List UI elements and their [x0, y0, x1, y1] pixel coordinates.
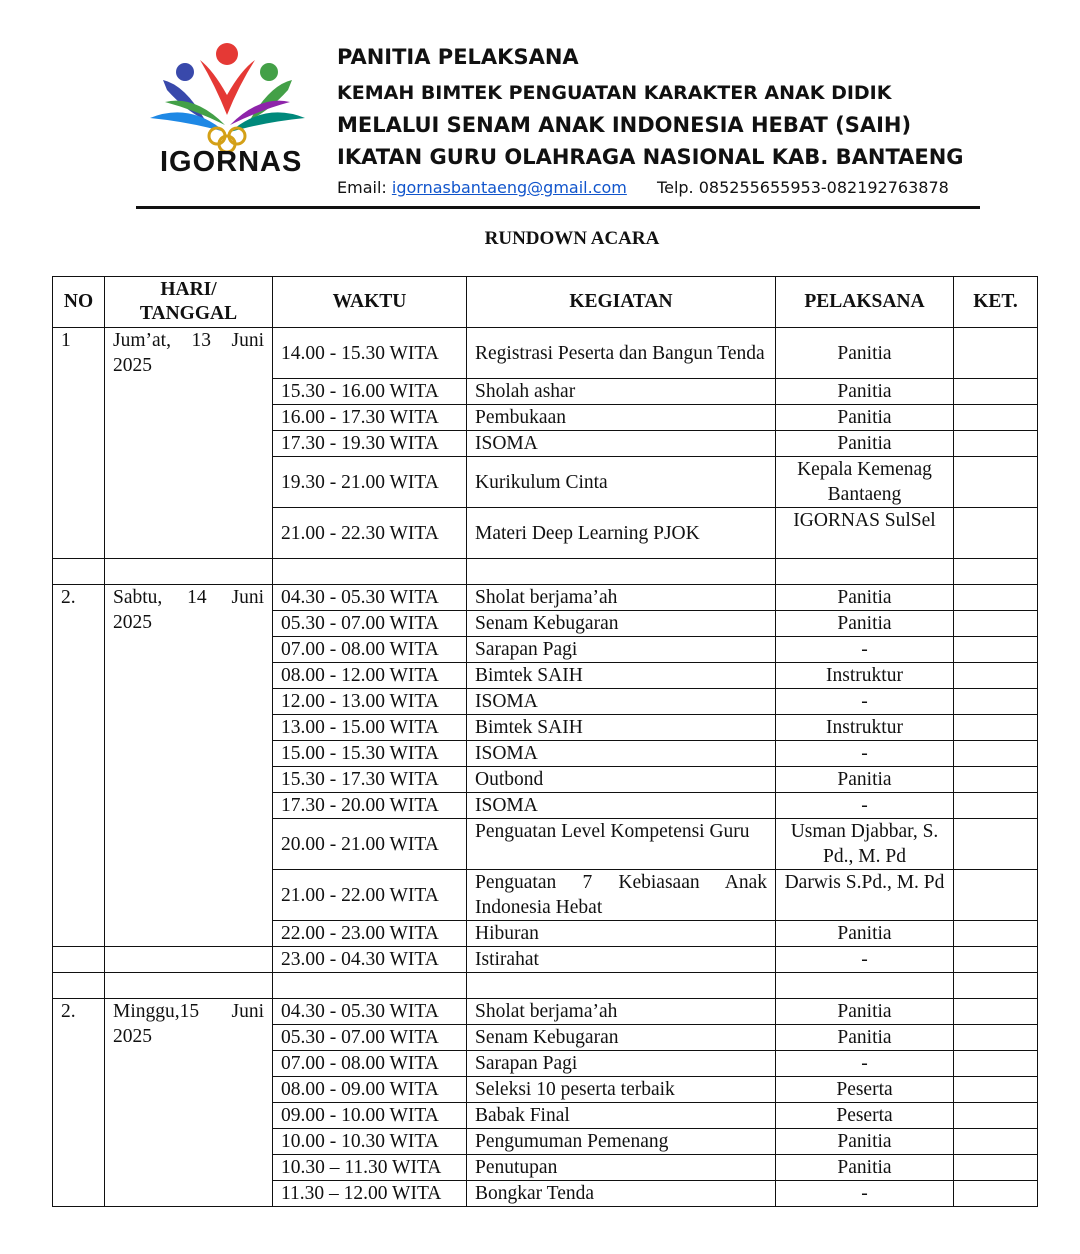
- notes-cell: [954, 689, 1038, 715]
- notes-cell: [954, 431, 1038, 457]
- letterhead-line-3: MELALUI SENAM ANAK INDONESIA HEBAT (SAIH): [337, 113, 912, 137]
- executor-cell: IGORNAS SulSel: [776, 508, 954, 559]
- table-row: [53, 999, 1038, 1025]
- activity-cell: Istirahat: [467, 947, 776, 973]
- executor-cell: Instruktur: [776, 715, 954, 741]
- time-cell: 10.00 - 10.30 WITA: [273, 1129, 467, 1155]
- time-cell: 07.00 - 08.00 WITA: [273, 1051, 467, 1077]
- executor-cell: Panitia: [776, 1155, 954, 1181]
- time-cell: 10.30 – 11.30 WITA: [273, 1155, 467, 1181]
- time-cell: 05.30 - 07.00 WITA: [273, 1025, 467, 1051]
- activity-cell: ISOMA: [467, 689, 776, 715]
- empty-cell: [273, 973, 467, 999]
- notes-cell: [954, 1077, 1038, 1103]
- executor-cell: Panitia: [776, 1129, 954, 1155]
- time-cell: 23.00 - 04.30 WITA: [273, 947, 467, 973]
- activity-cell: Kurikulum Cinta: [467, 457, 776, 508]
- col-header-activity: KEGIATAN: [467, 277, 776, 328]
- executor-cell: Panitia: [776, 585, 954, 611]
- notes-cell: [954, 508, 1038, 559]
- time-cell: 16.00 - 17.30 WITA: [273, 405, 467, 431]
- rundown-table: [52, 276, 1038, 1207]
- time-cell: 17.30 - 20.00 WITA: [273, 793, 467, 819]
- time-cell: 14.00 - 15.30 WITA: [273, 328, 467, 379]
- notes-cell: [954, 819, 1038, 870]
- executor-cell: Panitia: [776, 921, 954, 947]
- letterhead-line-1: PANITIA PELAKSANA: [337, 45, 579, 69]
- notes-cell: [954, 1155, 1038, 1181]
- table-header-row: [53, 277, 1038, 328]
- activity-cell: Seleksi 10 peserta terbaik: [467, 1077, 776, 1103]
- time-cell: 15.30 - 16.00 WITA: [273, 379, 467, 405]
- empty-cell: [467, 973, 776, 999]
- activity-cell: Sarapan Pagi: [467, 637, 776, 663]
- time-cell: 04.30 - 05.30 WITA: [273, 585, 467, 611]
- table-row: [53, 328, 1038, 379]
- col-header-executor: PELAKSANA: [776, 277, 954, 328]
- activity-cell: Registrasi Peserta dan Bangun Tenda: [467, 328, 776, 379]
- notes-cell: [954, 328, 1038, 379]
- empty-cell: [105, 947, 273, 973]
- notes-cell: [954, 405, 1038, 431]
- notes-cell: [954, 585, 1038, 611]
- spacer-row: [53, 559, 1038, 585]
- executor-cell: Peserta: [776, 1103, 954, 1129]
- executor-cell: -: [776, 793, 954, 819]
- executor-cell: Darwis S.Pd., M. Pd: [776, 870, 954, 921]
- time-cell: 08.00 - 09.00 WITA: [273, 1077, 467, 1103]
- executor-cell: Panitia: [776, 999, 954, 1025]
- activity-cell: Babak Final: [467, 1103, 776, 1129]
- empty-cell: [954, 559, 1038, 585]
- notes-cell: [954, 1025, 1038, 1051]
- col-header-notes: KET.: [954, 277, 1038, 328]
- activity-cell: Sholat berjama’ah: [467, 585, 776, 611]
- executor-cell: Panitia: [776, 379, 954, 405]
- time-cell: 08.00 - 12.00 WITA: [273, 663, 467, 689]
- notes-cell: [954, 637, 1038, 663]
- time-cell: 21.00 - 22.30 WITA: [273, 508, 467, 559]
- letterhead-line-4: IKATAN GURU OLAHRAGA NASIONAL KAB. BANTAENG: [337, 145, 964, 169]
- notes-cell: [954, 921, 1038, 947]
- email-link[interactable]: igornasbantaeng@gmail.com: [391, 178, 627, 197]
- time-cell: 11.30 – 12.00 WITA: [273, 1181, 467, 1207]
- notes-cell: [954, 1181, 1038, 1207]
- time-cell: 21.00 - 22.00 WITA: [273, 870, 467, 921]
- executor-cell: Instruktur: [776, 663, 954, 689]
- activity-cell: Materi Deep Learning PJOK: [467, 508, 776, 559]
- executor-cell: Usman Djabbar, S. Pd., M. Pd: [776, 819, 954, 870]
- notes-cell: [954, 767, 1038, 793]
- activity-cell: Penguatan Level Kompetensi Guru: [467, 819, 776, 870]
- notes-cell: [954, 457, 1038, 508]
- activity-cell: Sholah ashar: [467, 379, 776, 405]
- time-cell: 13.00 - 15.00 WITA: [273, 715, 467, 741]
- email-label: Email:: [337, 178, 387, 197]
- notes-cell: [954, 947, 1038, 973]
- executor-cell: Peserta: [776, 1077, 954, 1103]
- activity-cell: ISOMA: [467, 431, 776, 457]
- notes-cell: [954, 870, 1038, 921]
- empty-cell: [776, 973, 954, 999]
- activity-cell: ISOMA: [467, 741, 776, 767]
- day-date: Jum’at, 13 Juni 2025: [105, 328, 273, 559]
- time-cell: 04.30 - 05.30 WITA: [273, 999, 467, 1025]
- activity-cell: Pembukaan: [467, 405, 776, 431]
- day-number: 1: [53, 328, 105, 559]
- empty-cell: [467, 559, 776, 585]
- empty-cell: [954, 973, 1038, 999]
- time-cell: 05.30 - 07.00 WITA: [273, 611, 467, 637]
- day-number: 2.: [53, 585, 105, 947]
- logo-wordmark: IGORNAS: [160, 146, 303, 178]
- contact-line: [337, 178, 949, 197]
- empty-cell: [105, 559, 273, 585]
- notes-cell: [954, 1129, 1038, 1155]
- day-date: Minggu,15 Juni 2025: [105, 999, 273, 1207]
- executor-cell: Panitia: [776, 611, 954, 637]
- executor-cell: -: [776, 947, 954, 973]
- activity-cell: Bimtek SAIH: [467, 715, 776, 741]
- table-row: [53, 585, 1038, 611]
- notes-cell: [954, 379, 1038, 405]
- empty-cell: [53, 973, 105, 999]
- notes-cell: [954, 663, 1038, 689]
- executor-cell: -: [776, 689, 954, 715]
- col-header-time: WAKTU: [273, 277, 467, 328]
- activity-cell: ISOMA: [467, 793, 776, 819]
- time-cell: 15.30 - 17.30 WITA: [273, 767, 467, 793]
- activity-cell: Sarapan Pagi: [467, 1051, 776, 1077]
- header-divider: [136, 206, 980, 209]
- activity-cell: Pengumuman Pemenang: [467, 1129, 776, 1155]
- empty-cell: [53, 947, 105, 973]
- activity-cell: Penutupan: [467, 1155, 776, 1181]
- activity-cell: Senam Kebugaran: [467, 611, 776, 637]
- notes-cell: [954, 611, 1038, 637]
- notes-cell: [954, 715, 1038, 741]
- spacer-row: [53, 973, 1038, 999]
- time-cell: 15.00 - 15.30 WITA: [273, 741, 467, 767]
- executor-cell: Panitia: [776, 328, 954, 379]
- executor-cell: Panitia: [776, 405, 954, 431]
- activity-cell: Hiburan: [467, 921, 776, 947]
- notes-cell: [954, 1103, 1038, 1129]
- empty-cell: [273, 559, 467, 585]
- executor-cell: Panitia: [776, 431, 954, 457]
- empty-cell: [105, 973, 273, 999]
- letterhead-line-2: KEMAH BIMTEK PENGUATAN KARAKTER ANAK DIDIK: [337, 82, 892, 104]
- col-header-no: NO: [53, 277, 105, 328]
- executor-cell: Panitia: [776, 1025, 954, 1051]
- table-row: [53, 947, 1038, 973]
- activity-cell: Bimtek SAIH: [467, 663, 776, 689]
- day-number: 2.: [53, 999, 105, 1207]
- activity-cell: Sholat berjama’ah: [467, 999, 776, 1025]
- empty-cell: [776, 559, 954, 585]
- activity-cell: Penguatan 7 Kebiasaan Anak Indonesia Hebat: [467, 870, 776, 921]
- time-cell: 20.00 - 21.00 WITA: [273, 819, 467, 870]
- time-cell: 22.00 - 23.00 WITA: [273, 921, 467, 947]
- notes-cell: [954, 741, 1038, 767]
- notes-cell: [954, 999, 1038, 1025]
- executor-cell: -: [776, 1051, 954, 1077]
- executor-cell: -: [776, 1181, 954, 1207]
- time-cell: 09.00 - 10.00 WITA: [273, 1103, 467, 1129]
- time-cell: 12.00 - 13.00 WITA: [273, 689, 467, 715]
- document-title: RUNDOWN ACARA: [484, 228, 660, 249]
- day-date: Sabtu, 14 Juni 2025: [105, 585, 273, 947]
- activity-cell: Senam Kebugaran: [467, 1025, 776, 1051]
- col-header-date: HARI/ TANGGAL: [105, 277, 273, 328]
- executor-cell: Kepala Kemenag Bantaeng: [776, 457, 954, 508]
- phone-text: Telp. 085255655953-082192763878: [657, 178, 949, 197]
- notes-cell: [954, 793, 1038, 819]
- activity-cell: Outbond: [467, 767, 776, 793]
- executor-cell: Panitia: [776, 767, 954, 793]
- executor-cell: -: [776, 741, 954, 767]
- activity-cell: Bongkar Tenda: [467, 1181, 776, 1207]
- executor-cell: -: [776, 637, 954, 663]
- empty-cell: [53, 559, 105, 585]
- time-cell: 17.30 - 19.30 WITA: [273, 431, 467, 457]
- notes-cell: [954, 1051, 1038, 1077]
- time-cell: 07.00 - 08.00 WITA: [273, 637, 467, 663]
- time-cell: 19.30 - 21.00 WITA: [273, 457, 467, 508]
